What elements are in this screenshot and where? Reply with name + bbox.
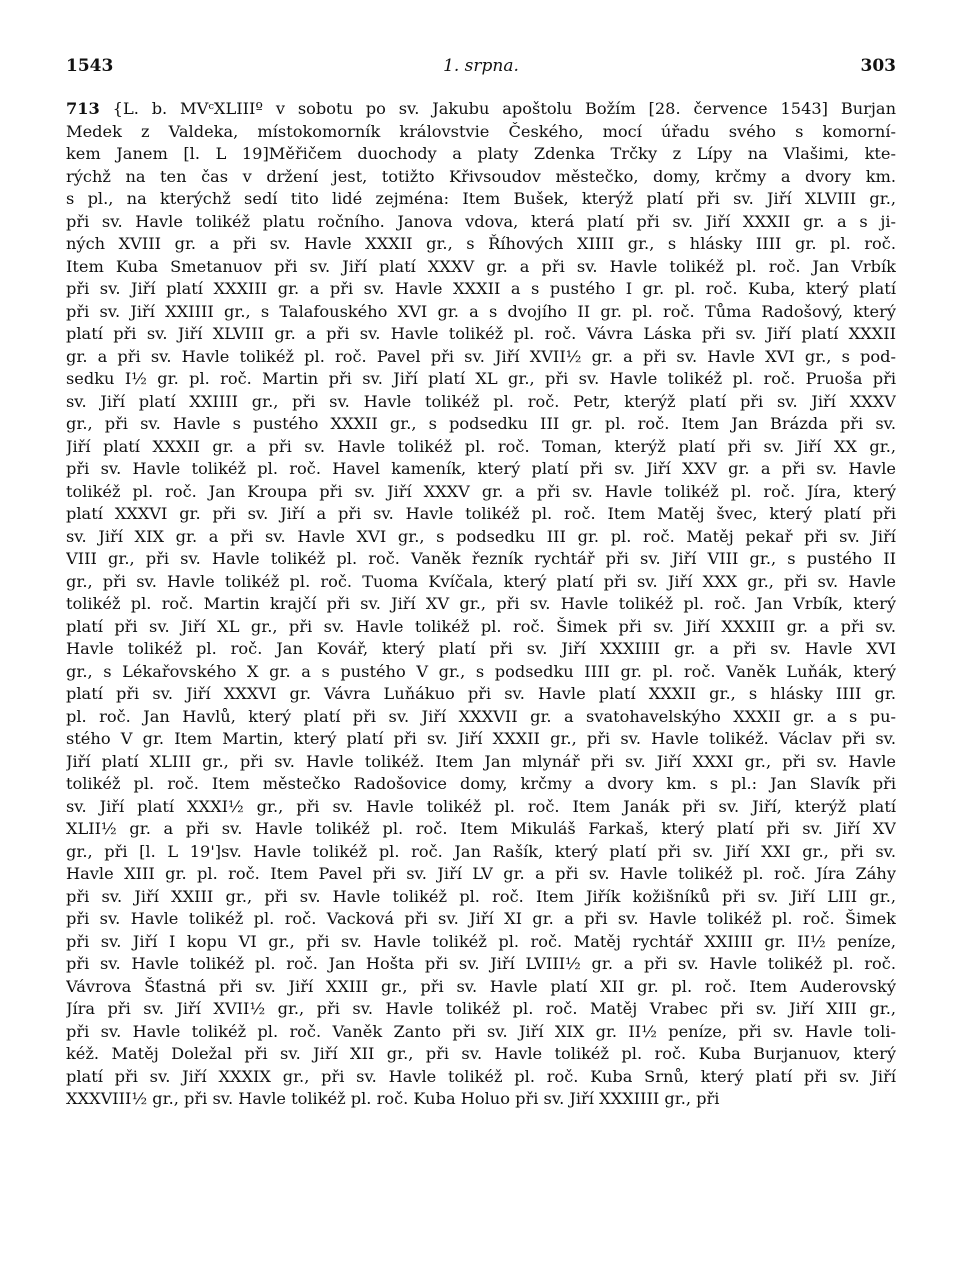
- text-line: [66, 571, 896, 594]
- line-text: gr., při [l. L 19']sv. Havle tolikéž pl. roč. Jan Rašík, který platí při sv. Jiří XXI gr., při sv.: [66, 841, 896, 861]
- line-text: Havle tolikéž pl. roč. Jan Kovář, který platí při sv. Jiří XXXIIII gr. a při sv. Havle XVI: [66, 639, 896, 658]
- text-line: [66, 391, 896, 414]
- line-text: platí XXXVI gr. při sv. Jiří a při sv. Havle tolikéž pl. roč. Item Matěj švec, který platí při: [66, 504, 896, 523]
- text-line: [66, 818, 896, 841]
- text-line: [66, 143, 896, 166]
- text-line: [66, 953, 896, 976]
- document-body: [66, 98, 896, 1111]
- text-line: [66, 166, 896, 189]
- line-text: Vávrova Šťastná při sv. Jiří XXIII gr., při sv. Havle platí XII gr. pl. roč. Item Auderovský: [66, 976, 896, 996]
- line-text: platí při sv. Jiří XXXIX gr., při sv. Havle tolikéž pl. roč. Kuba Srnů, který platí při sv. Jiří: [66, 1066, 896, 1086]
- line-text: s pl., na kterýchž sedí tito lidé zejména: Item Bušek, kterýž platí při sv. Jiří XLVIII gr.,: [66, 189, 896, 208]
- text-line: [66, 616, 896, 639]
- line-text: gr., při sv. Havle s pustého XXXII gr., s podsedku III gr. pl. roč. Item Jan Brázda při sv.: [66, 414, 896, 433]
- text-line: [66, 751, 896, 774]
- line-text: kem Janem [l. L 19]Měřičem duochody a platy Zdenka Trčky z Lípy na Vlašimi, kte-: [66, 144, 896, 163]
- line-text: při sv. Havle tolikéž pl. roč. Jan Hošta při sv. Jiří LVIII½ gr. a při sv. Havle tolikéž pl. roč.: [66, 954, 896, 973]
- text-line: [66, 278, 896, 301]
- text-line: [66, 773, 896, 796]
- line-text: tolikéž pl. roč. Item městečko Radošovice domy, krčmy a dvory km. s pl.: Jan Slavík při: [66, 774, 896, 793]
- line-text: sv. Jiří XIX gr. a při sv. Havle XVI gr., s podsedku III gr. pl. roč. Matěj pekař při sv. Jiří: [66, 526, 896, 546]
- line-text: při sv. Havle tolikéž pl. roč. Havel kameník, který platí při sv. Jiří XXV gr. a při sv. Havle: [66, 459, 896, 478]
- line-text: při sv. Havle tolikéž pl. roč. Vaněk Zanto při sv. Jiří XIX gr. II½ peníze, při sv. Havle toli-: [66, 1021, 896, 1041]
- line-text: gr., s Lékařovského X gr. a s pustého V gr., s podsedku IIII gr. pl. roč. Vaněk Luňák, který: [66, 661, 896, 681]
- line-text: tolikéž pl. roč. Martin krajčí při sv. Jiří XV gr., při sv. Havle tolikéž pl. roč. Jan Vrbík, který: [66, 594, 896, 613]
- text-line: [66, 301, 896, 324]
- text-line: [66, 886, 896, 909]
- text-line: [66, 863, 896, 886]
- text-line: [66, 1021, 896, 1044]
- line-text: při sv. Jiří XXIII gr., při sv. Havle tolikéž pl. roč. Item Jiřík kožišníků při sv. Jiří LIII gr.,: [66, 886, 896, 906]
- line-text: pl. roč. Jan Havlů, který platí při sv. Jiří XXXVII gr. a svatohavelskýho XXXII gr. a s pu-: [66, 706, 896, 726]
- text-line: [66, 976, 896, 999]
- header-year: 1543: [66, 56, 114, 76]
- line-text: Jíra při sv. Jiří XVII½ gr., při sv. Havle tolikéž pl. roč. Matěj Vrabec při sv. Jiří XIII gr.,: [66, 999, 896, 1018]
- text-line: [66, 368, 896, 391]
- text-line: [66, 706, 896, 729]
- line-text: platí při sv. Jiří XLVIII gr. a při sv. Havle tolikéž pl. roč. Vávra Láska při sv. Jiří platí XXXII: [66, 324, 896, 343]
- line-text: VIII gr., při sv. Havle tolikéž pl. roč. Vaněk řezník rychtář při sv. Jiří VIII gr., s pustého II: [66, 549, 896, 568]
- line-text: gr., při sv. Havle tolikéž pl. roč. Tuoma Kvíčala, který platí při sv. Jiří XXX gr., při sv. Havle: [66, 571, 896, 591]
- text-line: [66, 346, 896, 369]
- text-line: [66, 121, 896, 144]
- line-text: XLII½ gr. a při sv. Havle tolikéž pl. roč. Item Mikuláš Farkaš, který platí při sv. Jiří XV: [66, 819, 896, 838]
- page-header: [66, 56, 896, 78]
- text-line: [66, 931, 896, 954]
- line-text: kéž. Matěj Doležal při sv. Jiří XII gr., při sv. Havle tolikéž pl. roč. Kuba Burjanuov, který: [66, 1044, 896, 1063]
- line-text: při sv. Jiří platí XXXIII gr. a při sv. Havle XXXII a s pustého I gr. pl. roč. Kuba, který platí: [66, 279, 896, 298]
- line-text: při sv. Havle tolikéž platu ročního. Janova vdova, která platí při sv. Jiří XXXII gr. a s ji-: [66, 211, 896, 231]
- text-line: [66, 661, 896, 684]
- text-line: [66, 683, 896, 706]
- line-text: při sv. Jiří I kopu VI gr., při sv. Havle tolikéž pl. roč. Matěj rychtář XXIIII gr. II½ peníze,: [66, 931, 896, 951]
- text-line: [66, 638, 896, 661]
- text-line: [66, 1088, 896, 1111]
- header-date: 1. srpna.: [443, 56, 519, 76]
- line-text: {L. b. MVᶜXLIIIº v sobotu po sv. Jakubu apoštolu Božím [28. července 1543] Burjan: [112, 99, 896, 118]
- line-text: XXXVIII½ gr., při sv. Havle tolikéž pl. roč. Kuba Holuo při sv. Jiří XXXIIII gr., při: [66, 1089, 720, 1108]
- text-line: [66, 188, 896, 211]
- text-line: [66, 526, 896, 549]
- text-line: [66, 211, 896, 234]
- line-text: platí při sv. Jiří XXXVI gr. Vávra Luňákuo při sv. Havle platí XXXII gr., s hlásky IIII gr.: [66, 684, 896, 703]
- line-text: sv. Jiří platí XXIIII gr., při sv. Havle tolikéž pl. roč. Petr, kterýž platí při sv. Jiří XXXV: [66, 391, 896, 411]
- line-text: tolikéž pl. roč. Jan Kroupa při sv. Jiří XXXV gr. a při sv. Havle tolikéž pl. roč. Jíra, který: [66, 481, 896, 501]
- text-line: [66, 503, 896, 526]
- text-line: [66, 436, 896, 459]
- page-number: 303: [860, 56, 896, 76]
- text-line: [66, 98, 896, 121]
- text-line: [66, 548, 896, 571]
- line-text: gr. a při sv. Havle tolikéž pl. roč. Pavel při sv. Jiří XVII½ gr. a při sv. Havle XVI gr., s pod-: [66, 346, 896, 366]
- line-text: Medek z Valdeka, místokomorník královstvie Českého, mocí úřadu svého s komorní-: [66, 121, 896, 141]
- text-line: [66, 998, 896, 1021]
- line-text: při sv. Havle tolikéž pl. roč. Vacková při sv. Jiří XI gr. a při sv. Havle tolikéž pl. roč. Šimek: [66, 909, 896, 928]
- line-text: stého V gr. Item Martin, který platí při sv. Jiří XXXII gr., při sv. Havle tolikéž. Václav při sv.: [66, 729, 896, 748]
- line-text: Item Kuba Smetanuov při sv. Jiří platí XXXV gr. a při sv. Havle tolikéž pl. roč. Jan Vrbík: [66, 256, 896, 276]
- entry-number: 713: [66, 99, 100, 118]
- line-text: platí při sv. Jiří XL gr., při sv. Havle tolikéž pl. roč. Šimek při sv. Jiří XXXIII gr. a při sv.: [66, 616, 896, 636]
- text-line: [66, 841, 896, 864]
- text-line: [66, 481, 896, 504]
- text-line: [66, 413, 896, 436]
- text-line: [66, 908, 896, 931]
- text-line: [66, 593, 896, 616]
- text-line: [66, 233, 896, 256]
- text-line: [66, 458, 896, 481]
- text-line: [66, 323, 896, 346]
- line-text: ných XVIII gr. a při sv. Havle XXXII gr., s Říhových XIIII gr., s hlásky IIII gr. pl. roč.: [66, 234, 896, 253]
- line-text: sedku I½ gr. pl. roč. Martin při sv. Jiří platí XL gr., při sv. Havle tolikéž pl. roč. Pruoša při: [66, 369, 896, 388]
- line-text: Havle XIII gr. pl. roč. Item Pavel při sv. Jiří LV gr. a při sv. Havle tolikéž pl. roč. Jíra Záhy: [66, 864, 896, 883]
- text-line: [66, 256, 896, 279]
- text-line: [66, 1043, 896, 1066]
- line-text: při sv. Jiří XXIIII gr., s Talafouského XVI gr. a s dvojího II gr. pl. roč. Tůma Radošový, který: [66, 301, 896, 321]
- line-text: sv. Jiří platí XXXI½ gr., při sv. Havle tolikéž pl. roč. Item Janák při sv. Jiří, kterýž platí: [66, 796, 896, 816]
- text-line: [66, 796, 896, 819]
- text-line: [66, 728, 896, 751]
- line-text: rýchž na ten čas v držení jest, totižto Křivsoudov městečko, domy, krčmy a dvory km.: [66, 166, 896, 186]
- line-text: Jiří platí XLIII gr., při sv. Havle tolikéž. Item Jan mlynář při sv. Jiří XXXI gr., při sv. Havle: [66, 751, 896, 771]
- text-line: [66, 1066, 896, 1089]
- line-text: Jiří platí XXXII gr. a při sv. Havle tolikéž pl. roč. Toman, kterýž platí při sv. Jiří XX gr.,: [66, 436, 896, 456]
